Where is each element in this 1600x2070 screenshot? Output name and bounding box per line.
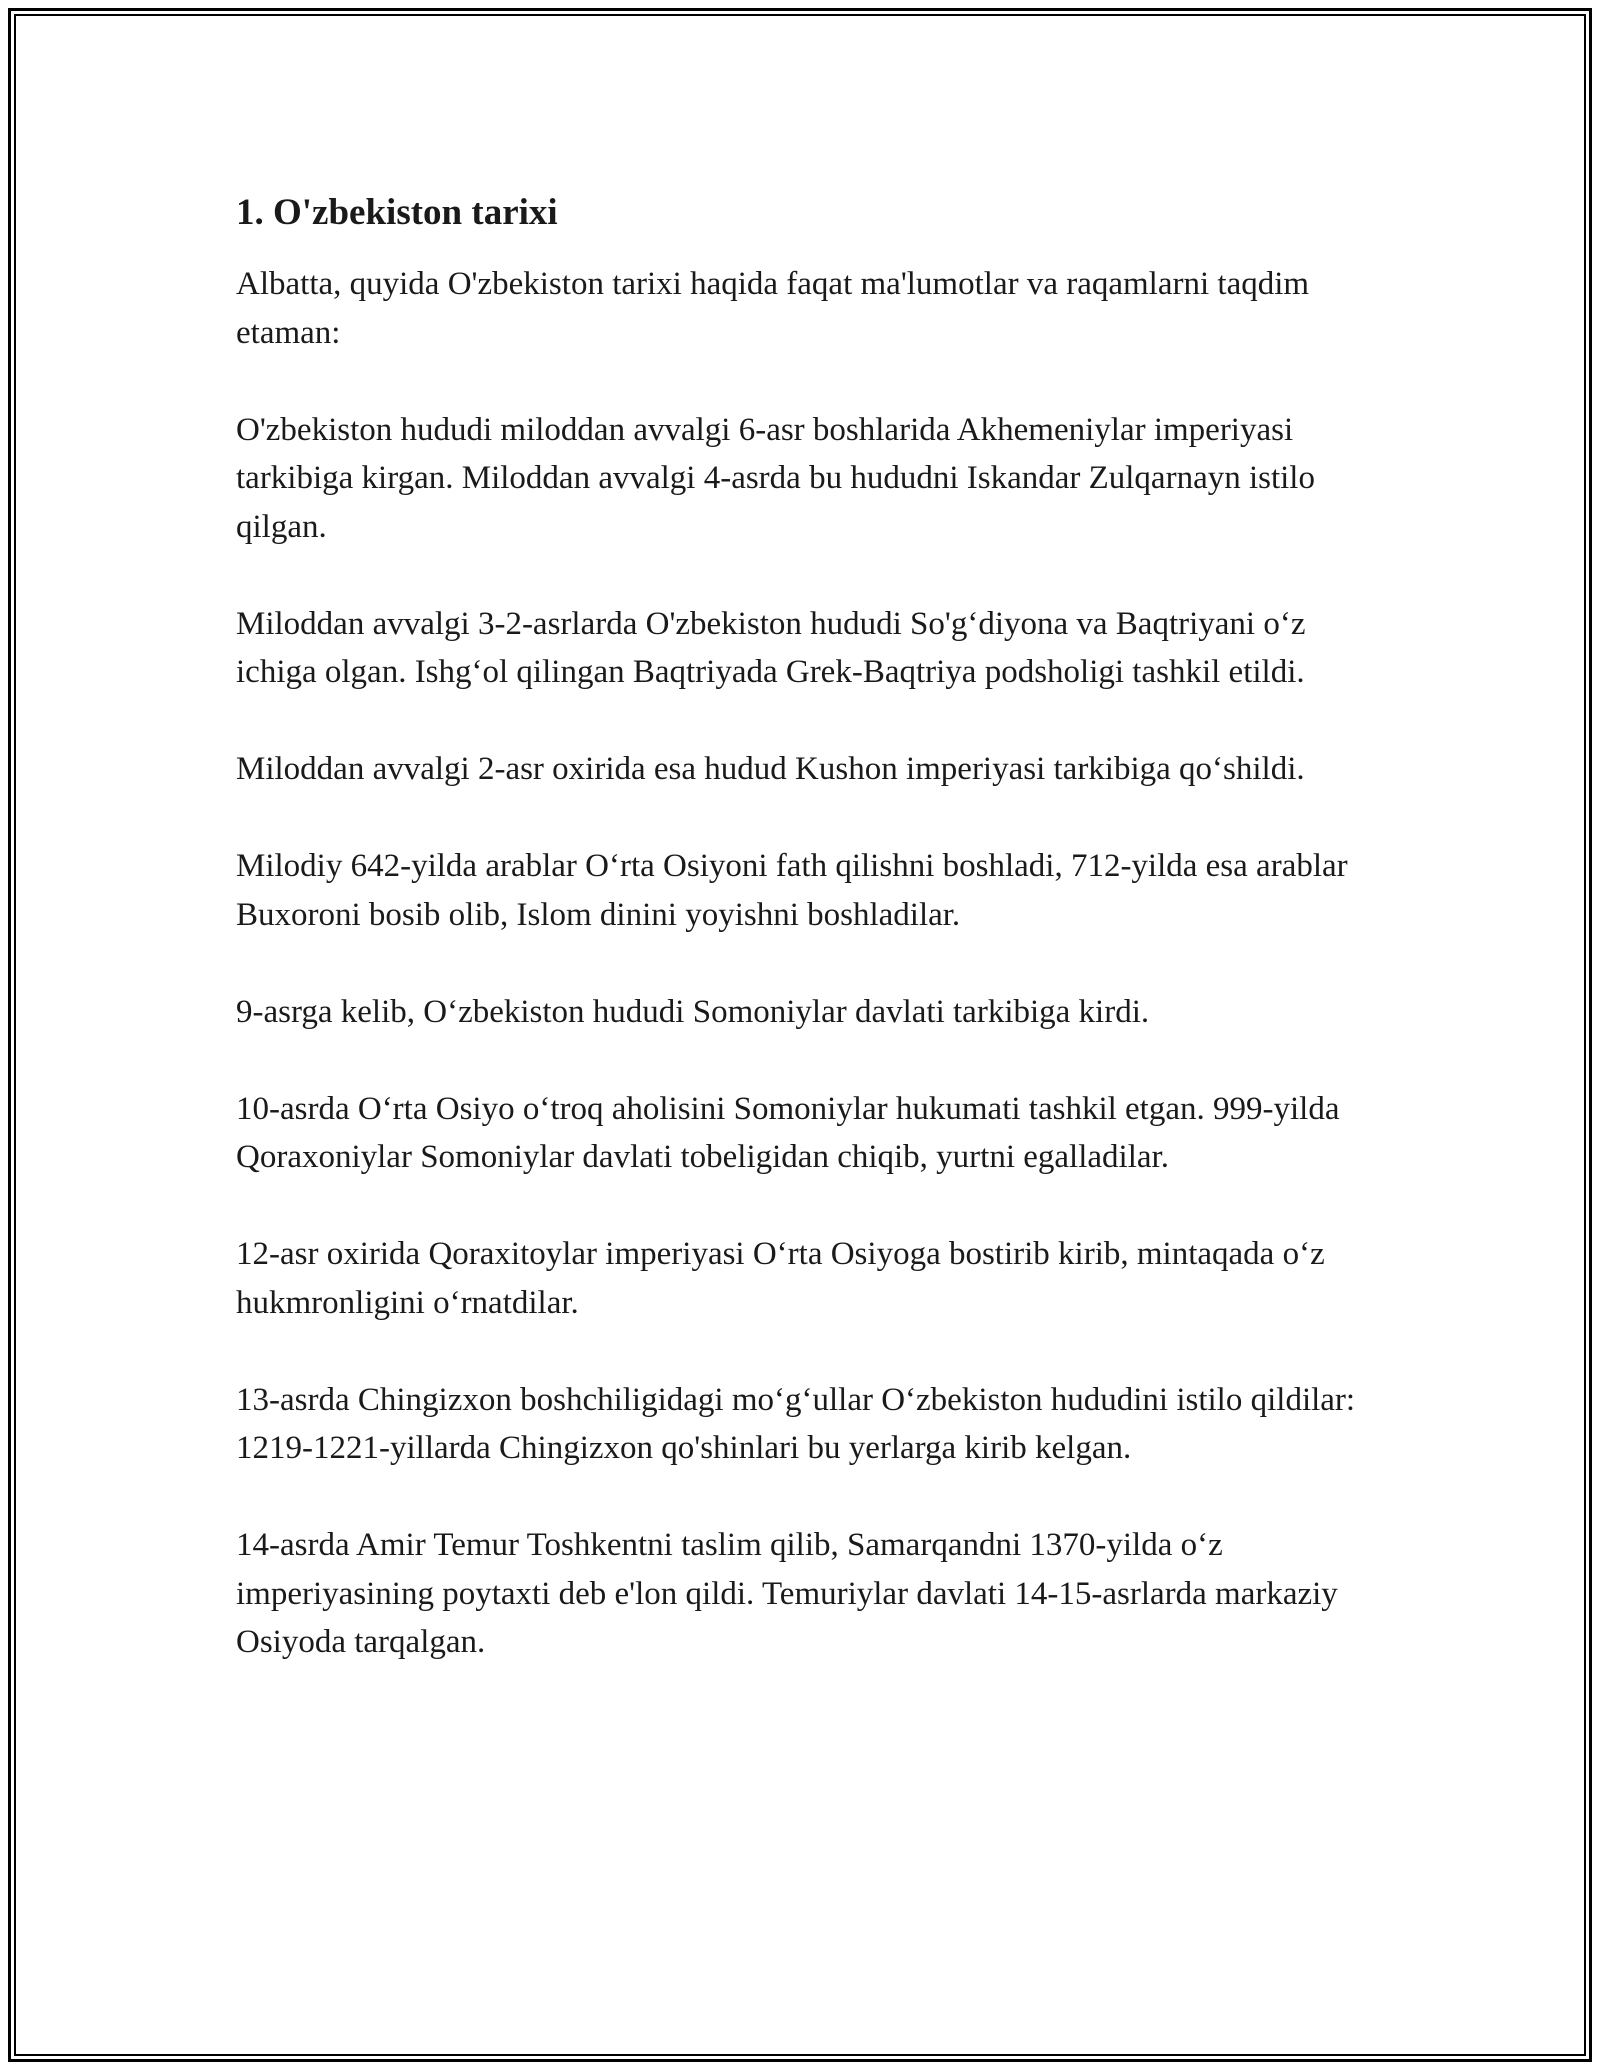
paragraph-intro: Albatta, quyida O'zbekiston tarixi haqida faqat ma'lumotlar va raqamlarni taqdim etaman: [236,266,1310,351]
paragraph-arab-conquest: Milodiy 642-yilda arablar O‘rta Osiyoni fath qilishni boshladi, 712-yilda esa arablar Buxoroni bosib olib, Islom dinini yoyishni boshladilar. [236,848,1348,933]
paragraph-mongols: 13-asrda Chingizxon boshchiligidagi mo‘g‘ullar O‘zbekiston hududini istilo qildilar: 1219-1221-yillarda Chingizxon qo'shinlari bu yerlarga kirib kelgan. [236,1381,1356,1466]
paragraph-timurids: 14-asrda Amir Temur Toshkentni taslim qilib, Samarqandni 1370-yilda o‘z imperiyasining poytaxti deb e'lon qildi. Temuriylar davlati 14-15-asrlarda markaziy Osiyoda tarqalgan. [236,1527,1338,1660]
paragraph-qarakhanids: 10-asrda O‘rta Osiyo o‘troq aholisini Somoniylar hukumati tashkil etgan. 999-yilda Qoraxoniylar Somoniylar davlati tobeligidan chiqib, yurtni egalladilar. [236,1090,1340,1175]
document-body [236,188,1386,1715]
paragraph-qara-khitai: 12-asr oxirida Qoraxitoylar imperiyasi O‘rta Osiyoga bostirib kirib, mintaqada o‘z hukmronligini o‘rnatdilar. [236,1236,1325,1321]
paragraph-samanids: 9-asrga kelib, O‘zbekiston hududi Somoniylar davlati tarkibiga kirdi. [236,993,1150,1030]
paragraph-sogdiana-bactria: Miloddan avvalgi 3-2-asrlarda O'zbekiston hududi So'g‘diyona va Baqtriyani o‘z ichiga olgan. Ishg‘ol qilingan Baqtriyada Grek-Baqtriya podsholigi tashkil etildi. [236,605,1306,690]
paragraph-achaemenid: O'zbekiston hududi miloddan avvalgi 6-asr boshlarida Akhemeniylar imperiyasi tarkibiga kirgan. Miloddan avvalgi 4-asrda bu hududni Iskandar Zulqarnayn istilo qilgan. [236,411,1315,545]
document-title: 1. O'zbekiston tarixi [236,192,558,233]
paragraph-kushan: Miloddan avvalgi 2-asr oxirida esa hudud Kushon imperiyasi tarkibiga qo‘shildi. [236,751,1305,787]
